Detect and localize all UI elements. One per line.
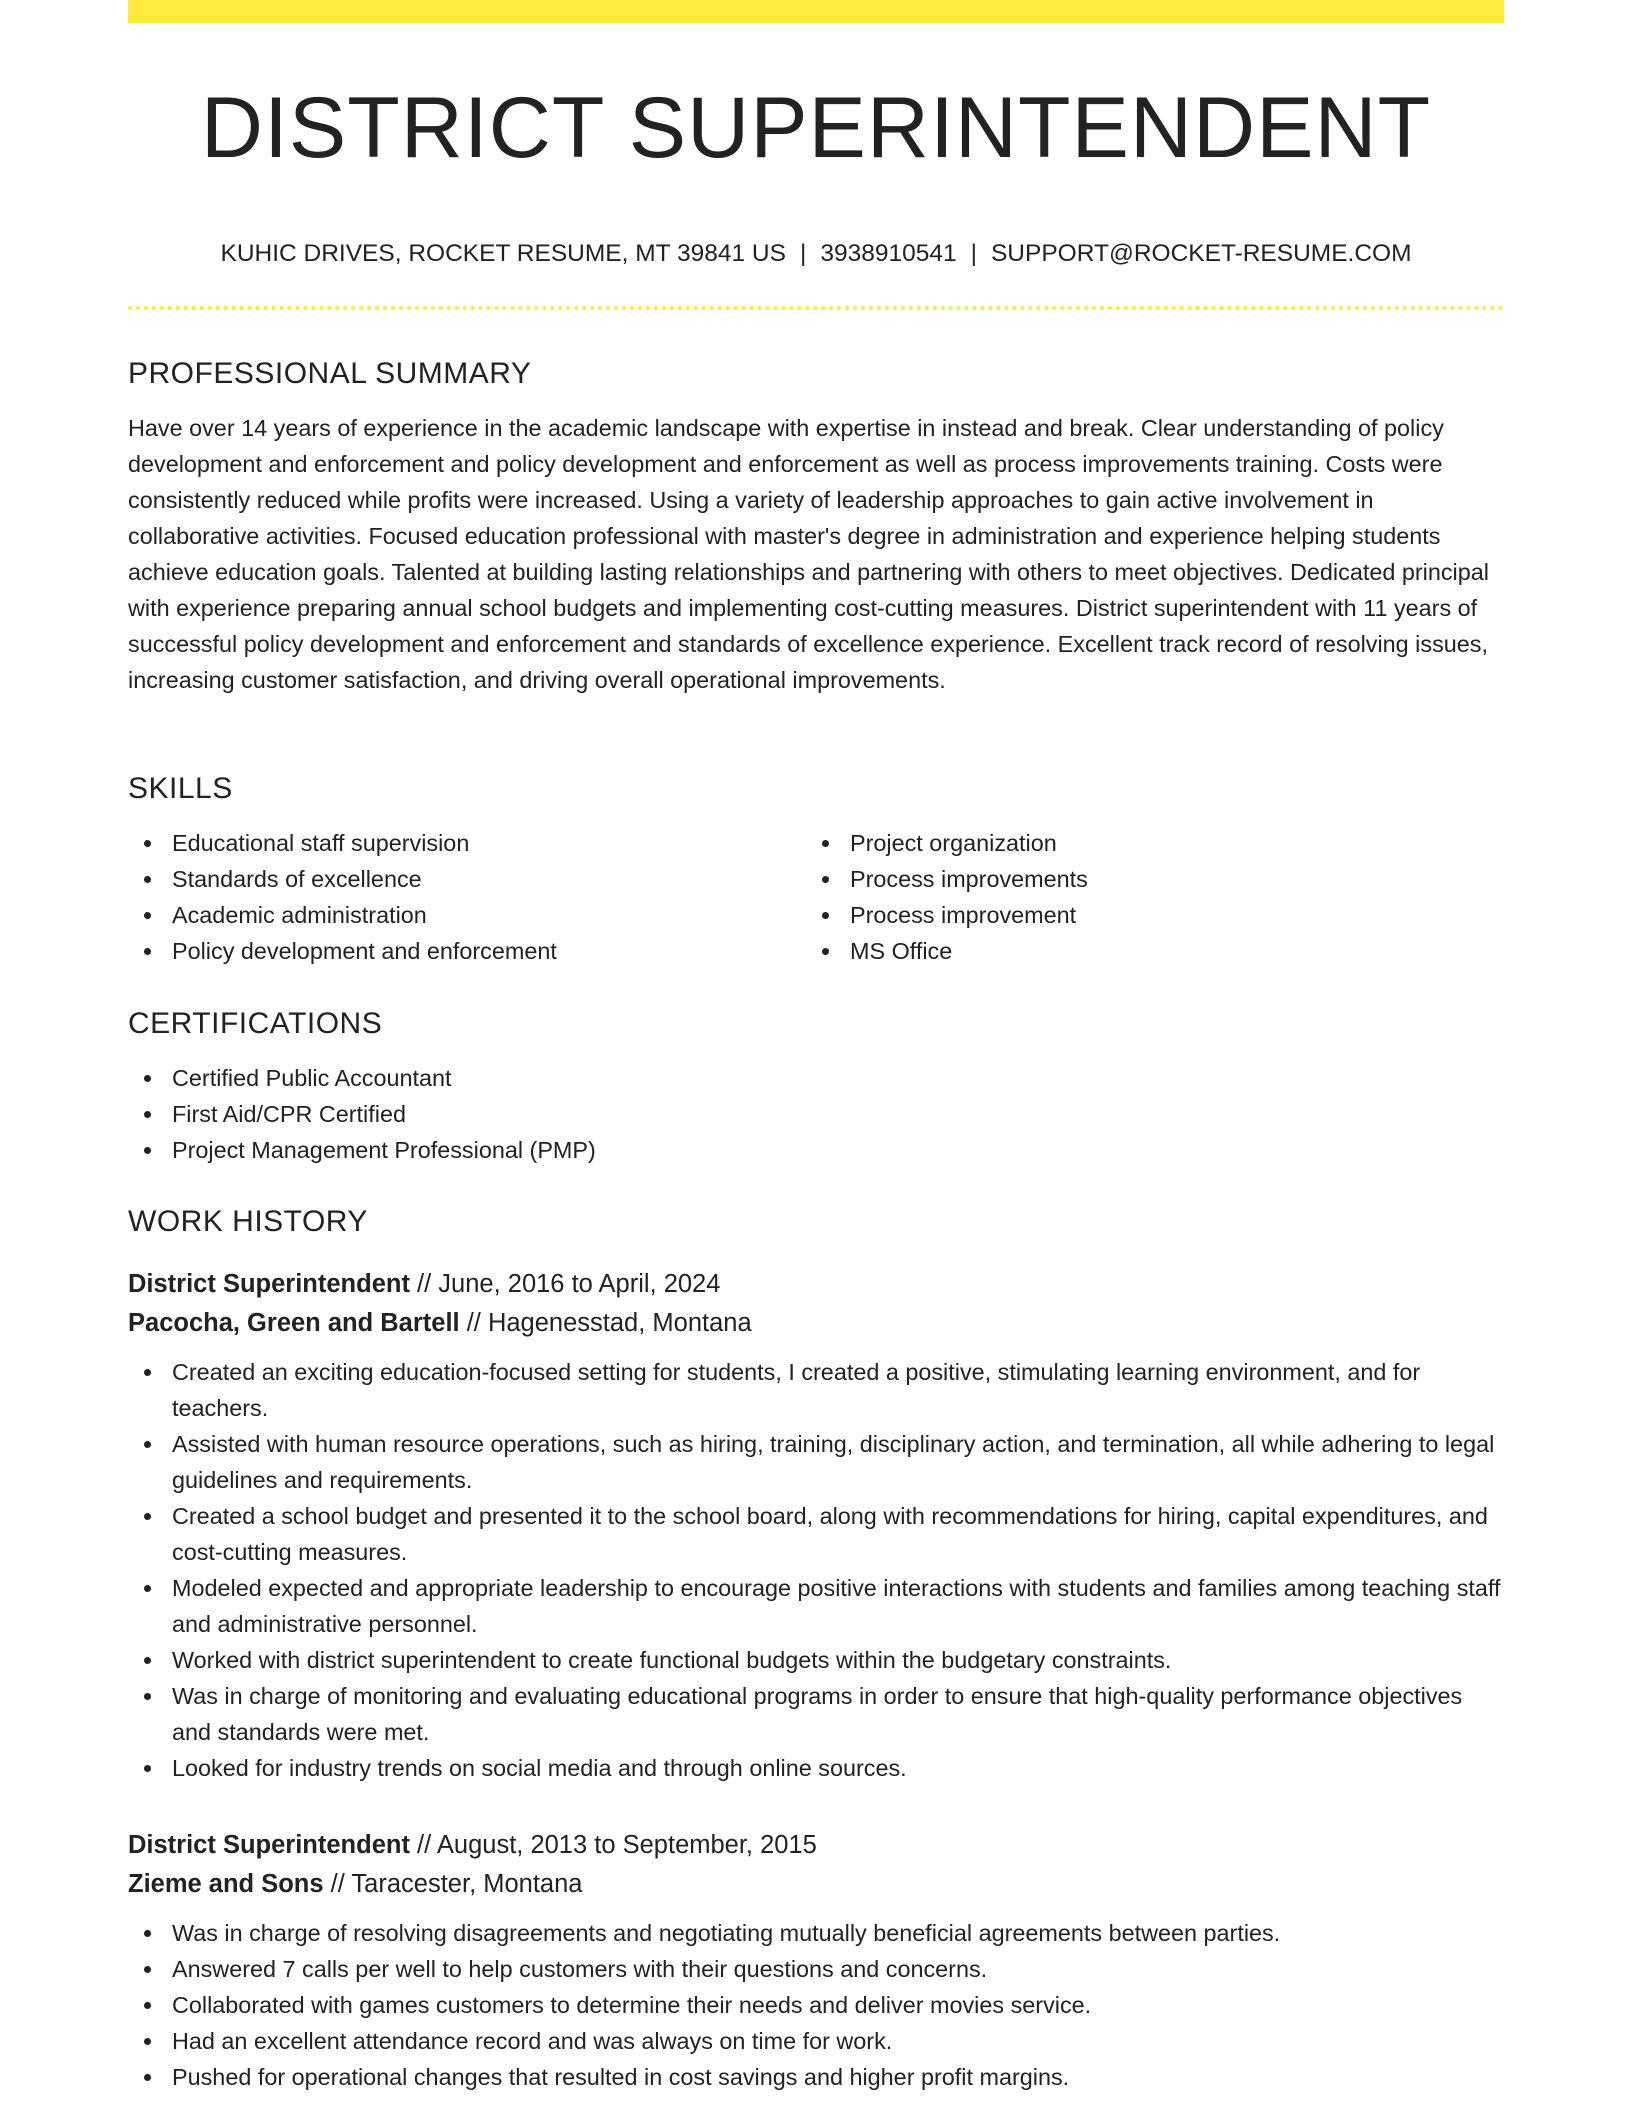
job-company-line (128, 1865, 1504, 1904)
skill-item: MS Office (806, 933, 1484, 969)
skill-item: Academic administration (128, 897, 806, 933)
skill-item: Standards of excellence (128, 861, 806, 897)
job-title-line (128, 1265, 1504, 1304)
candidate-title: DISTRICT SUPERINTENDENT (200, 80, 1432, 176)
job-bullet: Worked with district superintendent to create functional budgets within the budgetary constraints. (128, 1642, 1504, 1678)
certifications-list (128, 1060, 1504, 1168)
certification-item: Project Management Professional (PMP) (128, 1132, 1504, 1168)
summary-text: Have over 14 years of experience in the academic landscape with expertise in instead and break. Clear understanding of policy development and enforcement and policy development and enforcement as well as process improvements training. Costs were consistently reduced while profits were increased. Using a variety of leadership approaches to gain active involvement in collaborative activities. Focused education professional with master's degree in administration and experience helping students achieve education goals. Talented at building lasting relationships and partnering with others to meet objectives. Dedicated principal with experience preparing annual school budgets and implementing cost-cutting measures. District superintendent with 11 years of successful policy development and enforcement and standards of excellence experience. Excellent track record of resolving issues, increasing customer satisfaction, and driving overall operational improvements. (128, 415, 1489, 693)
summary-section (128, 354, 1504, 698)
job-bullet: Created a school budget and presented it to the school board, along with recommendations for hiring, capital expenditures, and cost-cutting measures. (128, 1498, 1504, 1570)
email: SUPPORT@ROCKET-RESUME.COM (990, 240, 1412, 267)
skills-columns (128, 825, 1504, 969)
job-bullet: Created an exciting education-focused setting for students, I created a positive, stimulating learning environment, and for teachers. (128, 1354, 1504, 1426)
skills-list-left (128, 825, 806, 969)
contact-line (128, 236, 1504, 272)
accent-bar (128, 0, 1504, 23)
job-bullet: Looked for industry trends on social media and through online sources. (128, 1750, 1504, 1786)
skill-item: Process improvement (806, 897, 1484, 933)
job-title-line (128, 1826, 1504, 1865)
skill-item: Educational staff supervision (128, 825, 806, 861)
job-bullet: Assisted with human resource operations, such as hiring, training, disciplinary action, and termination, all while adhering to legal guidelines and requirements. (128, 1426, 1504, 1498)
job-dates: // June, 2016 to April, 2024 (409, 1270, 721, 1298)
job-location: // Hagenesstad, Montana (459, 1309, 752, 1337)
skills-list-right (806, 825, 1484, 969)
skill-item: Project organization (806, 825, 1484, 861)
job-bullet: Modeled expected and appropriate leadership to encourage positive interactions with students and families among teaching staff and administrative personnel. (128, 1570, 1504, 1642)
job-company: Pacocha, Green and Bartell (128, 1309, 460, 1337)
skills-section (128, 769, 1504, 969)
job-bullets (128, 1915, 1504, 2095)
skills-heading: SKILLS (128, 772, 233, 805)
work-history-section (128, 1202, 1504, 1242)
job-bullet: Answered 7 calls per well to help customers with their questions and concerns. (128, 1951, 1504, 1987)
skill-item: Policy development and enforcement (128, 933, 806, 969)
job-bullet: Was in charge of monitoring and evaluating educational programs in order to ensure that high-quality performance objectives and standards were met. (128, 1678, 1504, 1750)
certifications-heading: CERTIFICATIONS (128, 1007, 383, 1040)
job-title: District Superintendent (128, 1270, 410, 1298)
separator: | (970, 240, 977, 267)
job-entry (128, 1826, 1504, 2095)
address: KUHIC DRIVES, ROCKET RESUME, MT 39841 US (220, 240, 786, 267)
job-company-line (128, 1304, 1504, 1343)
certification-item: First Aid/CPR Certified (128, 1096, 1504, 1132)
job-bullet: Was in charge of resolving disagreements and negotiating mutually beneficial agreements between parties. (128, 1915, 1504, 1951)
work-history-heading: WORK HISTORY (128, 1205, 368, 1238)
certifications-section (128, 1004, 1504, 1168)
job-bullet: Collaborated with games customers to determine their needs and deliver movies service. (128, 1987, 1504, 2023)
phone: 3938910541 (820, 240, 957, 267)
separator: | (799, 240, 807, 267)
job-bullet: Had an excellent attendance record and was always on time for work. (128, 2023, 1504, 2059)
job-dates: // August, 2013 to September, 2015 (409, 1831, 817, 1859)
job-location: // Taracester, Montana (323, 1870, 583, 1898)
skill-item: Process improvements (806, 861, 1484, 897)
job-bullet: Pushed for operational changes that resulted in cost savings and higher profit margins. (128, 2059, 1504, 2095)
certification-item: Certified Public Accountant (128, 1060, 1504, 1096)
summary-heading: PROFESSIONAL SUMMARY (128, 357, 532, 390)
job-company: Zieme and Sons (128, 1870, 324, 1898)
job-title: District Superintendent (128, 1831, 410, 1859)
dotted-divider (128, 306, 1504, 310)
job-entry (128, 1265, 1504, 1786)
job-bullets (128, 1354, 1504, 1786)
